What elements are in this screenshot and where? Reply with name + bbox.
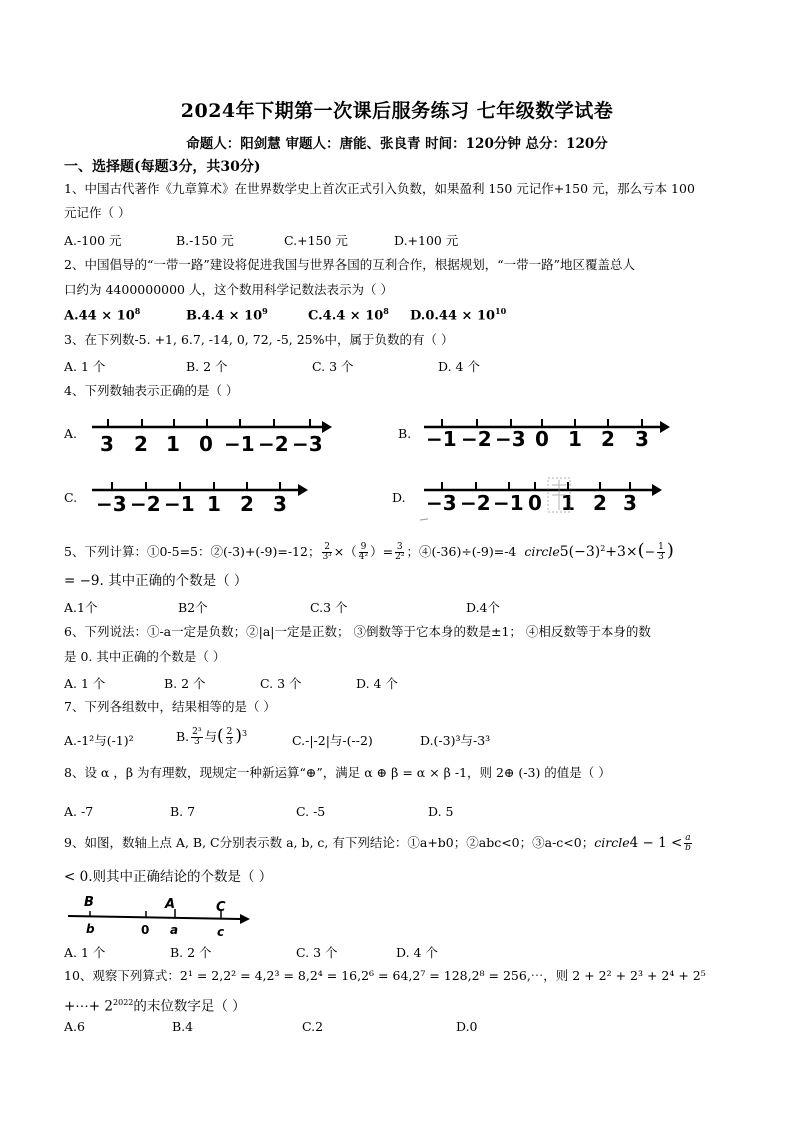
q9-label-B: B (84, 895, 94, 910)
q1-option-a: A.-100 元 (64, 233, 122, 248)
axis-d-label: 2 (593, 491, 607, 515)
q9-label-C: C (216, 900, 226, 915)
q1-option-b: B.-150 元 (176, 233, 234, 248)
q2-line1: 2、中国倡导的“一带一路”建设将促进我国与世界各国的互利合作，根据规划，“一带一路”地区覆盖总人 (64, 257, 636, 272)
q6-option-c: C. 3 个 (260, 676, 302, 691)
q8-option-d: D. 5 (428, 804, 454, 819)
q6-line2: 是 0. 其中正确的个数是（ ） (64, 649, 226, 664)
q5-line2: = −9. 其中正确的个数是（ ） (64, 573, 248, 589)
axis-a-label: −2 (258, 432, 289, 456)
axis-b-label: 1 (568, 427, 582, 451)
q10-option-c: C.2 (302, 1019, 324, 1034)
axis-d-label: −1 (493, 491, 524, 515)
axis-b-label: 2 (601, 427, 615, 451)
q7-option-c: C.-|-2|与-(--2) (292, 733, 373, 748)
axis-c-label: 3 (273, 492, 287, 516)
axis-c-label: −2 (130, 492, 161, 516)
q9-label-A: A (165, 897, 176, 912)
axis-a-label: 1 (166, 432, 180, 456)
q9-fraction: $\frac{a}{b}$ (685, 833, 691, 853)
q3-option-d: D. 4 个 (438, 359, 480, 374)
scan-speck (420, 519, 428, 520)
q8-option-a: A. -7 (64, 804, 94, 819)
q9-option-c: C. 3 个 (296, 945, 338, 960)
q3-option-c: C. 3 个 (312, 359, 354, 374)
axis-b-label: 0 (535, 427, 549, 451)
axis-a-label: 0 (199, 432, 213, 456)
q5-option-c: C.3 个 (310, 600, 348, 615)
q1-line2: 元记作（ ） (64, 205, 131, 220)
q10-option-b: B.4 (172, 1019, 194, 1034)
q6-option-b: B. 2 个 (164, 676, 206, 691)
q8-option-c: C. -5 (296, 804, 326, 819)
q4-label-a: A. (64, 426, 78, 441)
q4-label-c: C. (64, 490, 78, 505)
axis-b (424, 419, 670, 451)
q2-option-b: $B.4.4 \times 10^9$ (186, 306, 268, 324)
q2-option-d: $D.0.44 \times 10^{10}$ (410, 306, 507, 324)
q10-option-a: A.6 (64, 1019, 85, 1034)
q6-option-d: D. 4 个 (356, 676, 398, 691)
axis-b-label: −2 (461, 427, 492, 451)
q5-fraction-1: $\frac{2}{\text{3³}}$ (322, 542, 332, 563)
exam-subtitle: 命题人：阳剑慧 审题人：唐能、张良青 时间：120分钟 总分：120分 (186, 136, 608, 152)
q9-line1: 9、如图，数轴上点 A, B, C分别表示数 a, b, c, 有下列结论：①a+b0；②abc<0；③a-c<0；circle4 − 1 < $\frac{a}{b}$ (64, 833, 691, 853)
q7-option-a: A.-1²与(-1)² (64, 733, 134, 748)
q10-line2: +⋯+ $2^{2022}$的末位数字足（ ） (64, 998, 246, 1015)
axis-b-arrow (660, 421, 670, 433)
axis-c-label: 2 (240, 492, 254, 516)
q5-fraction-4: $\frac{1}{3}$ (658, 542, 664, 563)
axis-d-label: −3 (426, 491, 457, 515)
axis-b-label: −3 (495, 427, 526, 451)
axis-d-label: 1 (561, 491, 575, 515)
q2-option-c: $C.4.4 \times 10^8$ (308, 306, 389, 324)
q6-option-a: A. 1 个 (64, 676, 106, 691)
q1-line1: 1、中国古代著作《九章算术》在世界数学史上首次正式引入负数，如果盈利 150 元记作+150 元，那么亏本 100 (64, 181, 695, 196)
q8-option-b: B. 7 (170, 804, 196, 819)
q5-option-d: D.4个 (466, 600, 501, 615)
axis-a-arrow (322, 421, 332, 433)
q4-label-b: B. (398, 426, 412, 441)
section-heading: 一、选择题(每题3分，共30分) (64, 159, 261, 175)
axis-a-label: −1 (224, 432, 255, 456)
q9-axis-line (68, 916, 240, 919)
q5-fraction-2: $\frac{9}{\text{4²}}$ (358, 542, 369, 563)
q7-option-b: B. $\frac{\text{2³}}{3}$ 与( $\frac{2}{3}$ )$^3$ (176, 726, 248, 747)
q3-line1: 3、在下列数-5. +1, 6.7, -14, 0, 72, -5, 25%中，属于负数的有（ ） (64, 332, 454, 347)
axis-d (420, 478, 662, 520)
axis-a (92, 419, 332, 456)
axis-d-label: −2 (460, 491, 491, 515)
q5-line1: 5、下列计算：①0-5=5：②(-3)+(-9)=-12； $\frac{2}{\text{3³}}$ ×（ $\frac{9}{\text{4²}}$ ）= $\frac{3}{\text{2²}}$ ；④(-36)÷(-9)=-4 $circle5(-3)^2+3\times(-$ $\frac{1}{3}$ ) (64, 540, 674, 563)
q10-line1: 10、观察下列算式：2¹ = 2,2² = 4,2³ = 8,2⁴ = 16,2⁶ = 64,2⁷ = 128,2⁸ = 256,⋯，则 2 + 2² + 2³ + 2⁴ + 2⁵ (64, 968, 706, 983)
axis-c-arrow (298, 484, 308, 496)
q9-number-line (68, 895, 250, 939)
axis-c-label: −3 (96, 492, 127, 516)
q9-label-c: c (217, 925, 225, 939)
q9-option-b: B. 2 个 (170, 945, 212, 960)
q9-option-d: D. 4 个 (396, 945, 438, 960)
q9-axis-arrow (240, 914, 250, 924)
q5-option-a: A.1个 (64, 600, 98, 615)
q3-option-b: B. 2 个 (186, 359, 228, 374)
q4-line1: 4、下列数轴表示正确的是（ ） (64, 383, 239, 398)
q5-option-b: B2个 (178, 600, 208, 615)
q4-label-d: D. (392, 490, 406, 505)
q8-line1: 8、设 α ，β 为有理数，现规定一种新运算“⊕”，满足 α ⊕ β = α × β -1，则 2⊕ (-3) 的值是（ ） (64, 765, 611, 780)
q1-option-c: C.+150 元 (284, 233, 348, 248)
q9-label-b: b (86, 922, 95, 936)
q2-line2: 口约为 4400000000 人，这个数用科学记数法表示为（ ） (64, 282, 393, 297)
axis-a-label: −3 (292, 432, 323, 456)
q5-fraction-3: $\frac{3}{\text{2²}}$ (395, 542, 405, 563)
q2-option-a: $A.44 \times 10^8$ (64, 306, 141, 324)
axis-c (92, 482, 308, 516)
q7-option-d: D.(-3)³与-3³ (420, 733, 491, 748)
q9-label-a: a (170, 923, 179, 937)
q3-option-a: A. 1 个 (64, 359, 106, 374)
q1-option-d: D.+100 元 (394, 233, 459, 248)
q6-line1: 6、下列说法：①-a一定是负数；②|a|一定是正数； ③倒数等于它本身的数是±1； ④相反数等于本身的数 (64, 624, 651, 639)
axis-a-label: 3 (100, 432, 114, 456)
axis-d-label: 0 (528, 491, 542, 515)
q10-option-d: D.0 (456, 1019, 478, 1034)
axis-c-label: −1 (164, 492, 195, 516)
exam-title: 2024年下期第一次课后服务练习 七年级数学试卷 (180, 100, 614, 122)
q7-line1: 7、下列各组数中，结果相等的是（ ） (64, 699, 276, 714)
axis-b-label: −1 (426, 427, 457, 451)
q9-label-0: 0 (141, 923, 150, 937)
axis-a-label: 2 (134, 432, 148, 456)
axis-d-label: 3 (623, 491, 637, 515)
axis-d-arrow (652, 484, 662, 496)
axis-c-label: 1 (207, 492, 221, 516)
q9-line2: < 0.则其中正确结论的个数是（ ） (64, 869, 273, 885)
axis-b-label: 3 (635, 427, 649, 451)
q9-option-a: A. 1 个 (64, 945, 106, 960)
